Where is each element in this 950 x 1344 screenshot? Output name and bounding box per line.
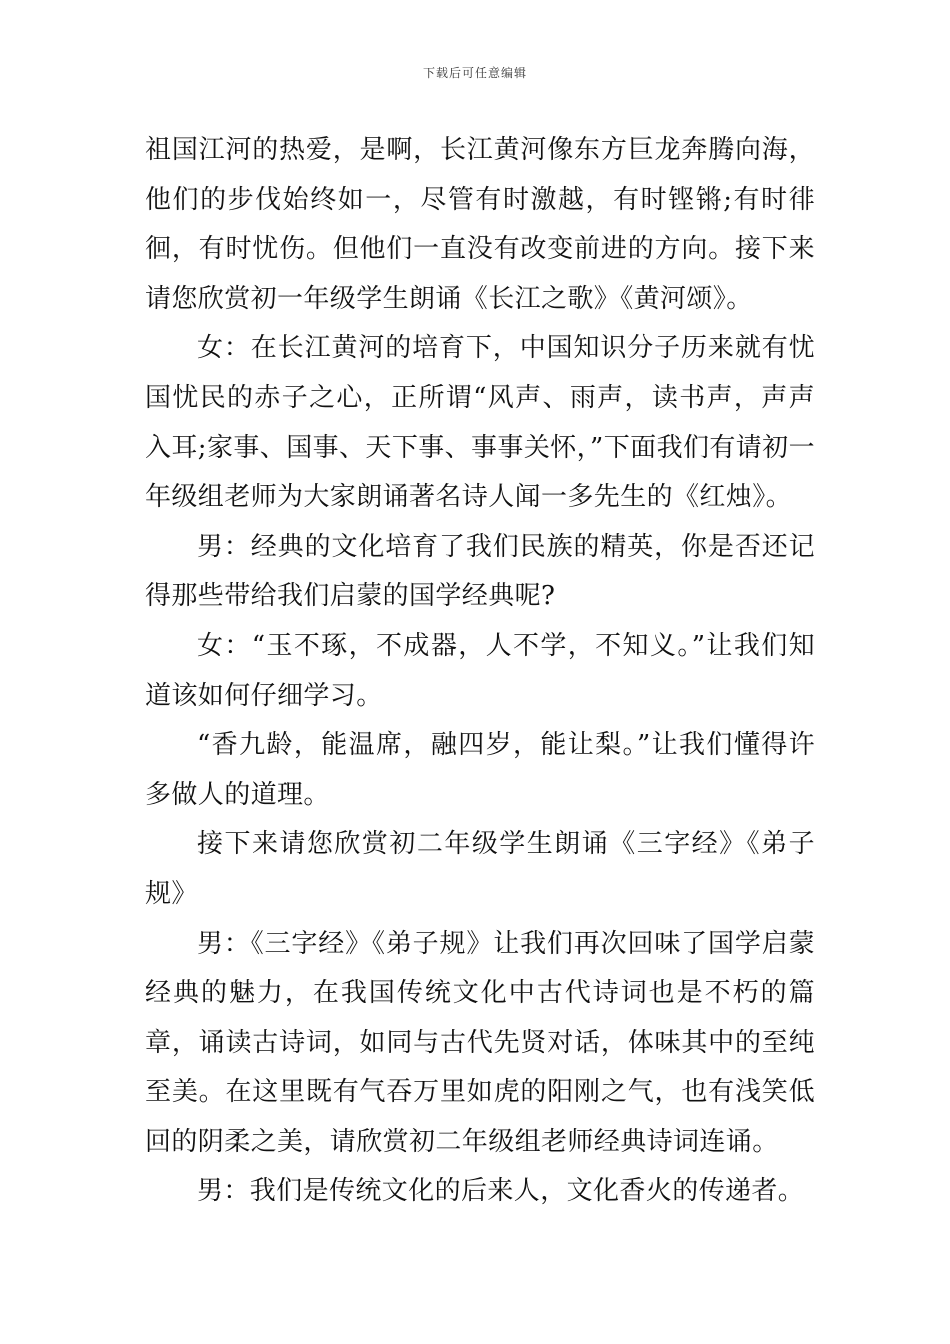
paragraph: 男：我们是传统文化的后来人，文化香火的传递者。 (197, 1176, 805, 1207)
paragraph: 男：《三字经》《弟子规》让我们再次回味了国学启蒙经典的魅力，在我国传统文化中古代诗词也是不朽的篇章，诵读古诗词，如同与古代先贤对话，体味其中的至纯至美。在这里既有气吞万里如虎的阳刚之气，也有浅笑低回的阴柔之美，请欣赏初二年级组老师经典诗词连诵。 (145, 928, 815, 1157)
document-body (145, 126, 815, 1217)
paragraph: 女：在长江黄河的培育下，中国知识分子历来就有忧国忧民的赤子之心，正所谓“风声、雨声，读书声，声声入耳;家事、国事、天下事、事事关怀，”下面我们有请初一年级组老师为大家朗诵著名诗人闻一多先生的《红烛》。 (145, 333, 815, 513)
paragraph: “香九龄，能温席，融四岁，能让梨。”让我们懂得许多做人的道理。 (145, 730, 815, 810)
page-header: 下载后可任意编辑 (422, 66, 527, 80)
paragraph: 祖国江河的热爱，是啊，长江黄河像东方巨龙奔腾向海，他们的步伐始终如一，尽管有时激越，有时铿锵;有时徘徊，有时忧伤。但他们一直没有改变前进的方向。接下来请您欣赏初一年级学生朗诵《长江之歌》《黄河颂》。 (145, 135, 815, 314)
paragraph: 接下来请您欣赏初二年级学生朗诵《三字经》《弟子规》 (145, 829, 815, 909)
paragraph: 男：经典的文化培育了我们民族的精英，你是否还记得那些带给我们启蒙的国学经典呢? (145, 531, 815, 612)
paragraph: 女：“玉不琢，不成器，人不学，不知义。”让我们知道该如何仔细学习。 (145, 630, 815, 711)
